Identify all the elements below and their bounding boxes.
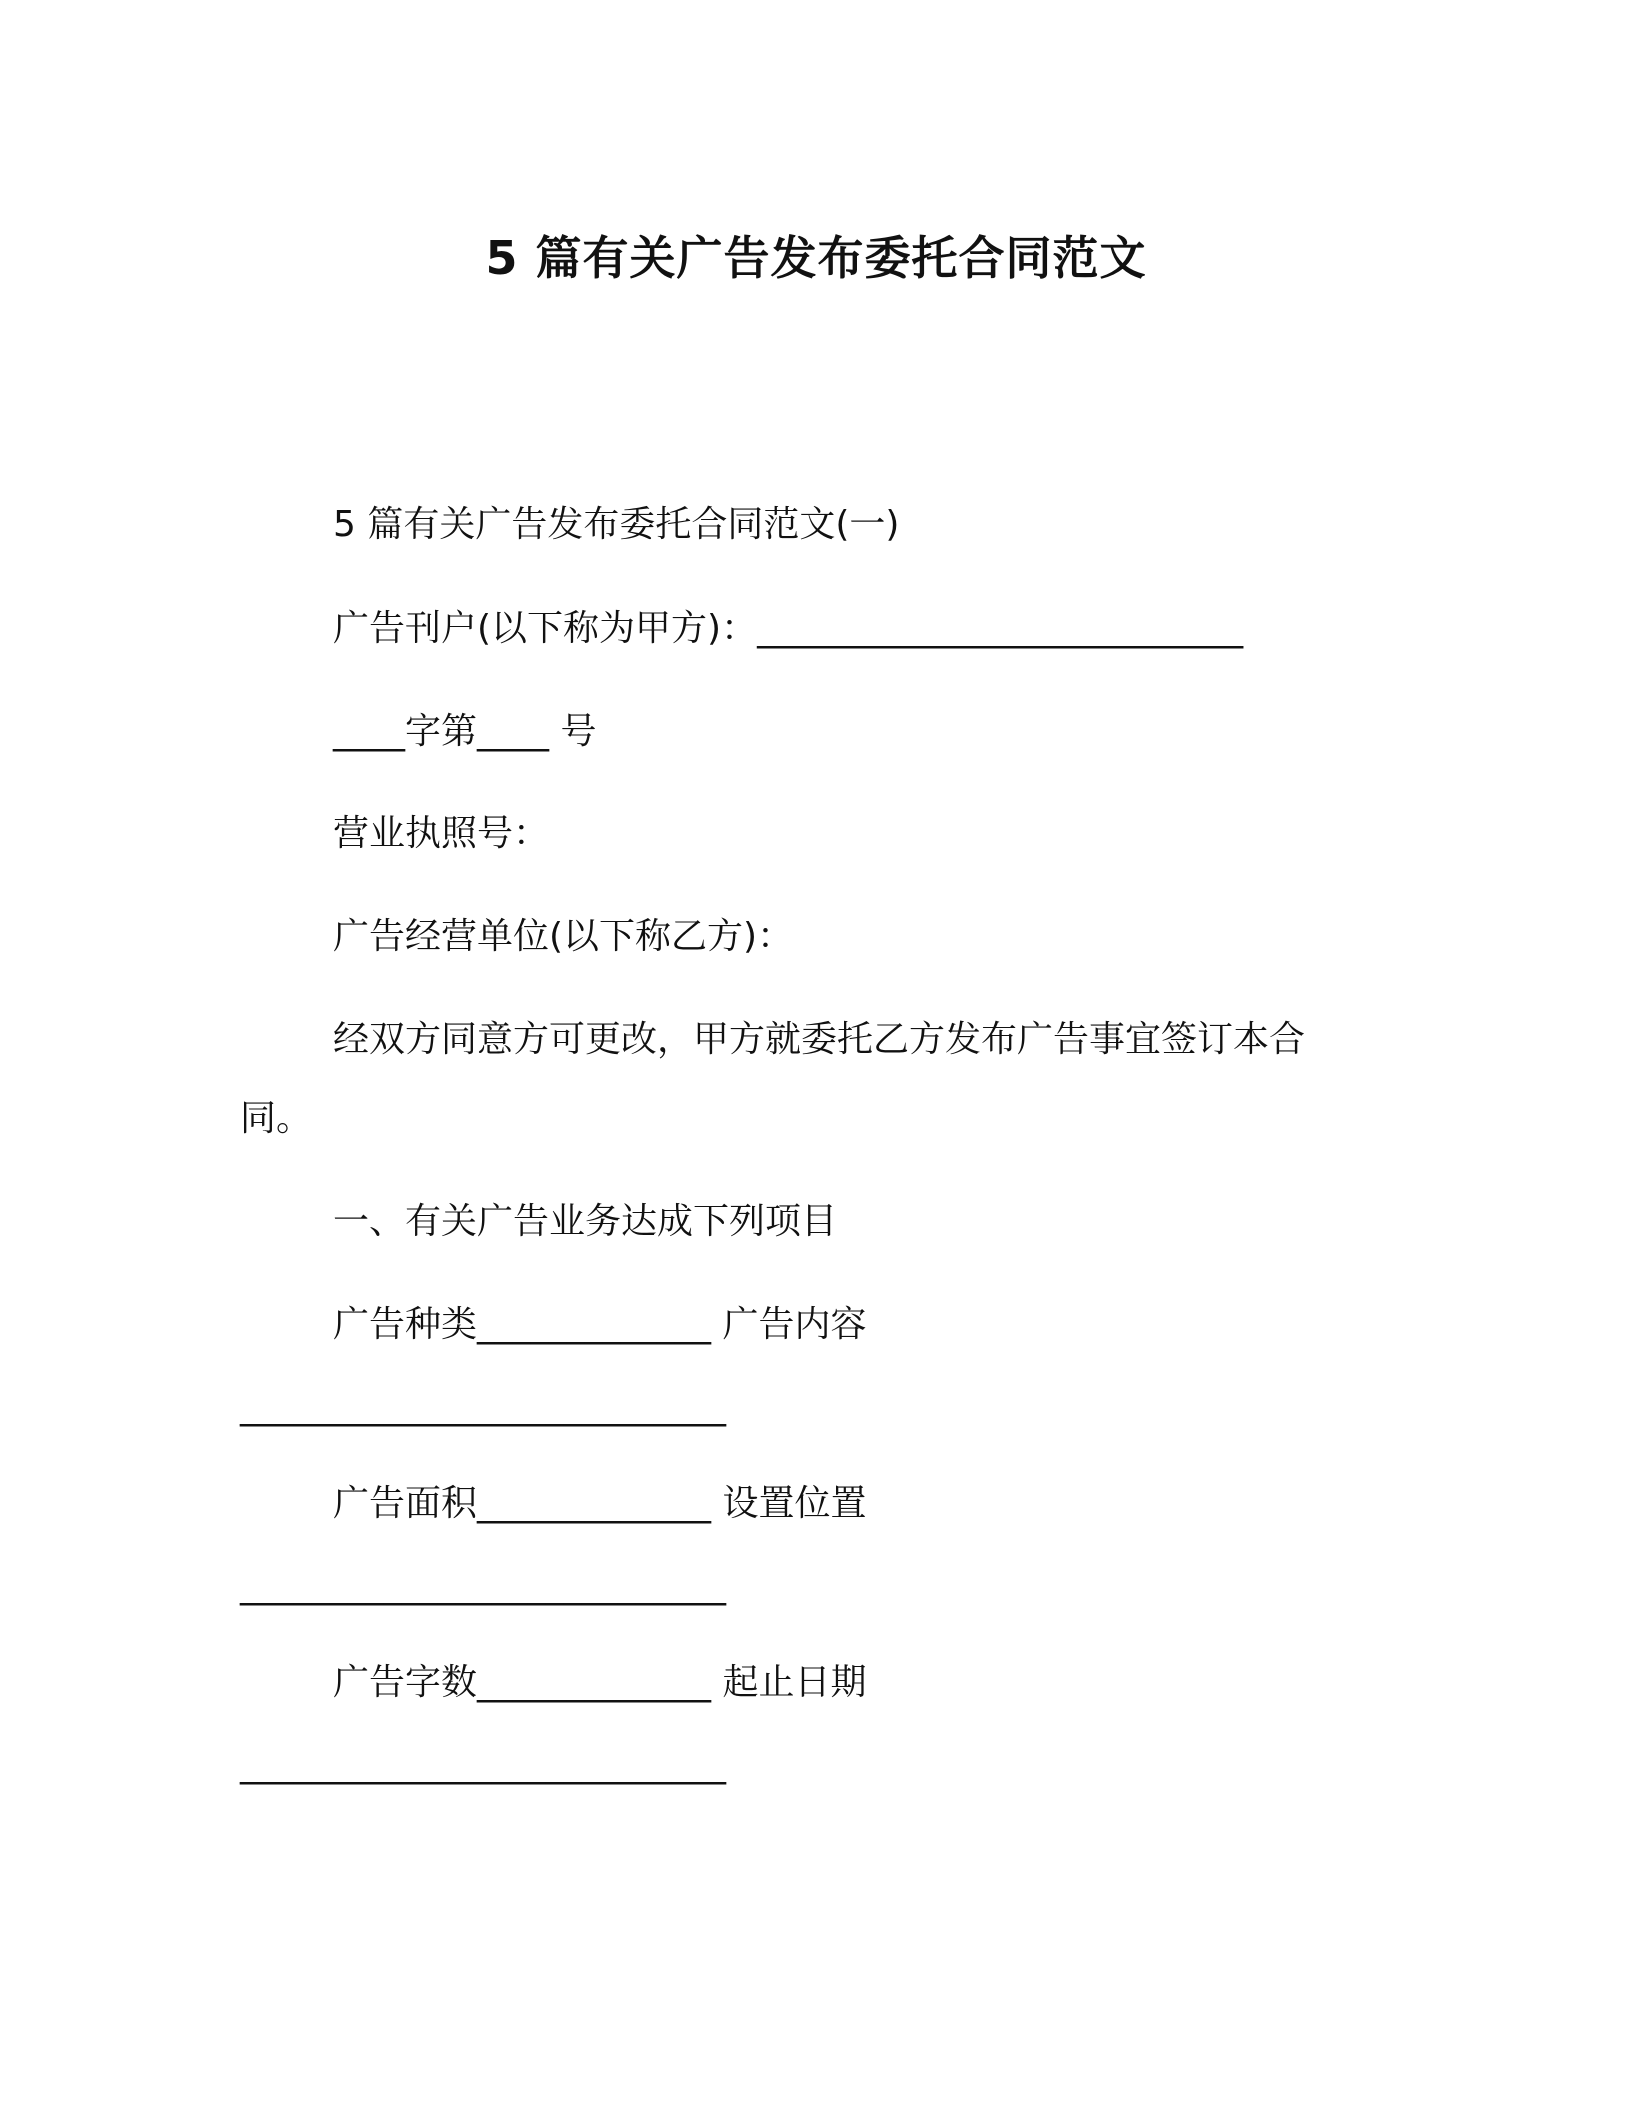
ad-area-blank: _____________ bbox=[477, 1483, 712, 1524]
registration-hao: 号 bbox=[549, 711, 597, 752]
registration-zi: 字第 bbox=[405, 711, 478, 752]
ad-period-blank-line bbox=[240, 1744, 726, 1785]
section-1-heading: 一、有关广告业务达成下列项目 bbox=[333, 1201, 838, 1242]
ad-type-line bbox=[333, 1296, 866, 1347]
ad-position-blank: ___________________________ bbox=[240, 1565, 726, 1606]
contract-heading: 5 篇有关广告发布委托合同范文(一) bbox=[333, 504, 900, 545]
ad-period-label: 起止日期 bbox=[711, 1662, 867, 1703]
registration-blank-2: ____ bbox=[477, 711, 550, 752]
ad-content-label: 广告内容 bbox=[711, 1304, 867, 1345]
license-line: 营业执照号： bbox=[333, 813, 550, 854]
document-title: 5 篇有关广告发布委托合同范文 bbox=[485, 231, 1147, 285]
ad-type-blank: _____________ bbox=[477, 1304, 712, 1345]
party-a-blank: ___________________________ bbox=[757, 608, 1244, 649]
registration-line bbox=[333, 703, 596, 754]
party-a-label: 广告刊户(以下称为甲方)： bbox=[333, 608, 758, 649]
ad-area-label: 广告面积 bbox=[333, 1483, 478, 1524]
party-a-line bbox=[333, 600, 1243, 651]
ad-content-blank-line bbox=[240, 1386, 726, 1427]
ad-position-blank-line bbox=[240, 1565, 726, 1606]
registration-blank-1: ____ bbox=[333, 711, 405, 752]
ad-words-line bbox=[333, 1654, 866, 1705]
ad-period-blank: ___________________________ bbox=[240, 1744, 726, 1785]
ad-position-label: 设置位置 bbox=[711, 1483, 867, 1524]
ad-words-blank: _____________ bbox=[477, 1662, 712, 1703]
agreement-line-1: 经双方同意方可更改，甲方就委托乙方发布广告事宜签订本合 bbox=[333, 1019, 1306, 1060]
ad-words-label: 广告字数 bbox=[333, 1662, 478, 1703]
party-b-line: 广告经营单位(以下称乙方)： bbox=[333, 916, 794, 957]
ad-type-label: 广告种类 bbox=[333, 1304, 478, 1345]
agreement-line-2: 同。 bbox=[240, 1098, 313, 1139]
ad-content-blank: ___________________________ bbox=[240, 1386, 726, 1427]
ad-area-line bbox=[333, 1475, 866, 1526]
